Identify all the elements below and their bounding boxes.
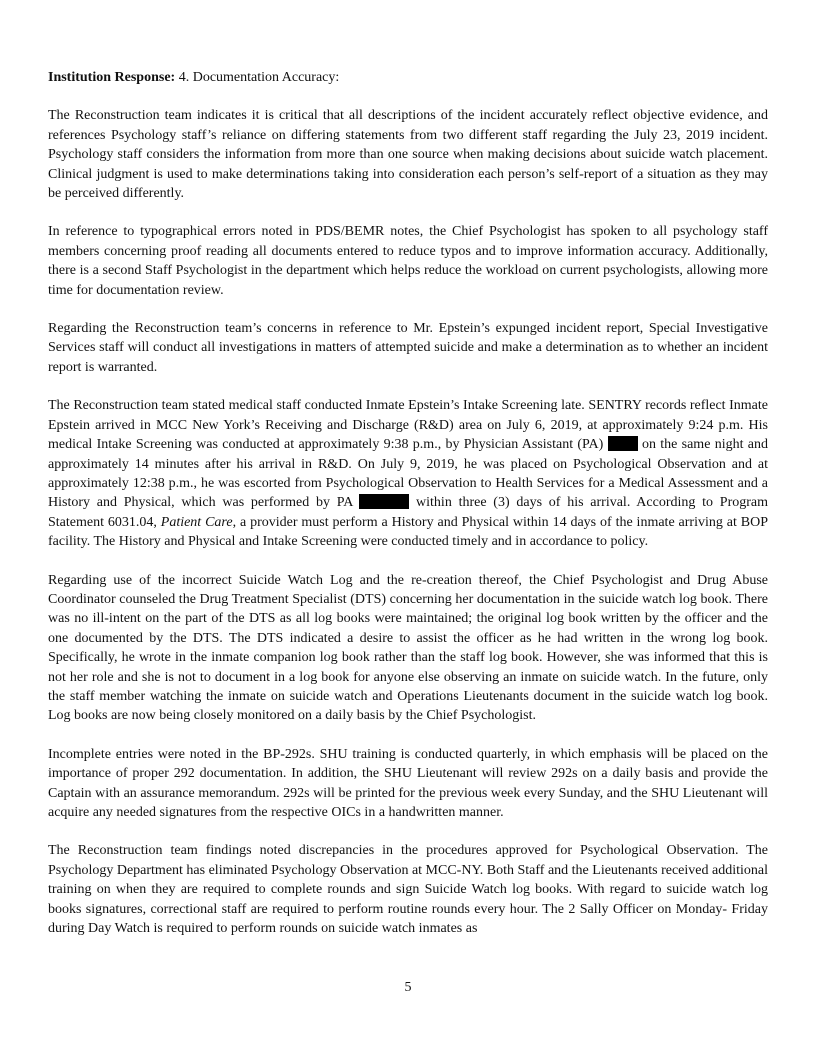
page-number: 5 [404,980,412,995]
paragraph-intake-screening [48,396,768,551]
heading-text: 4. Documentation Accuracy: [175,70,340,85]
section-heading [48,68,768,87]
redaction-box [608,436,638,451]
redaction-box [359,494,409,509]
paragraph-documentation-statements: The Reconstruction team indicates it is critical that all descriptions of the incident accurately reflect objective evidence, and references Psychology staff’s reliance on differing statements from two different staff regarding the July 23, 2019 incident. Psychology staff considers the information from more than one source when making decisions about suicide watch placement. Clinical judgment is used to make determinations taking into consideration each person’s self-report of a situation as they may be perceived differently. [48,108,768,202]
paragraph-typographical-errors: In reference to typographical errors noted in PDS/BEMR notes, the Chief Psychologist has spoken to all psychology staff members concerning proof reading all documents entered to reduce typos and to improve information accuracy. Additionally, there is a second Staff Psychologist in the department which helps reduce the workload on current psychologists, allowing more time for documentation review. [48,224,768,298]
intake-text-part-1: The Reconstruction team stated medical staff conducted Inmate Epstein’s Intake Screening late. SENTRY records reflect Inmate Epstein arrived in MCC New York’s Receiving and Discharge (R&D) area on July 6, 2019, at approximately 9:24 p.m. His medical Intake Screening was conducted at approximately 9:38 p.m., by Physician Assistant (PA) [48,398,768,453]
program-statement-title: Patient Care [160,514,233,530]
intake-text-part-3: within three (3) days of his arrival. According to Program Statement 6031.04, [48,495,768,530]
paragraph-bp-292: Incomplete entries were noted in the BP-292s. SHU training is conducted quarterly, in which emphasis will be placed on the importance of proper 292 documentation. In addition, the SHU Lieutenant will review 292s on a daily basis and provide the Captain with an assurance memorandum. 292s will be printed for the previous week every Sunday, and the SHU Lieutenant will acquire any needed signatures from the respective OICs in a handwritten manner. [48,746,768,820]
intake-text-part-4: , a provider must perform a History and Physical within 14 days of the inmate arriving at BOP facility. The History and Physical and Intake Screening were conducted timely and in accordance to policy. [48,514,768,550]
heading-label: Institution Response: [48,70,176,85]
paragraph-incident-report: Regarding the Reconstruction team’s concerns in reference to Mr. Epstein’s expunged incident report, Special Investigative Services staff will conduct all investigations in matters of attempted suicide and make a determination as to whether an incident report is warranted. [48,321,768,375]
paragraph-psychological-observation: The Reconstruction team findings noted discrepancies in the procedures approved for Psychological Observation. The Psychology Department has eliminated Psychology Observation at MCC-NY. Both Staff and the Lieutenants received additional training on when they are required to complete rounds and sign Suicide Watch log books. With regard to suicide watch log books signatures, correctional staff are required to perform routine rounds every hour. The 2 Sally Officer on Monday- Friday during Day Watch is required to perform rounds on suicide watch inmates as [48,843,768,937]
paragraph-suicide-watch-log: Regarding use of the incorrect Suicide Watch Log and the re-creation thereof, the Chief Psychologist and Drug Abuse Coordinator counseled the Drug Treatment Specialist (DTS) concerning her documentation in the suicide watch log book. There was no ill-intent on the part of the DTS as all log books were maintained; the original log book written by the officer and the one documented by the DTS. The DTS indicated a desire to assist the officer as he had written in the wrong log book. Specifically, he wrote in the inmate companion log book rather than the staff log book. However, she was informed that this is not her role and she is not to document in a log book for anyone else observing an inmate on suicide watch. In the future, only the staff member watching the inmate on suicide watch and Operations Lieutenants document in the suicide watch log book. Log books are now being closely monitored on a daily basis by the Chief Psychologist. [48,572,768,724]
intake-text-part-2: on the same night and approximately 14 minutes after his arrival in R&D. On July 9, 2019, he was placed on Psychological Observation and at approximately 12:38 p.m., he was escorted from Psychological Observation to Health Services for a Medical Assessment and a History and Physical, which was performed by PA [48,437,768,511]
